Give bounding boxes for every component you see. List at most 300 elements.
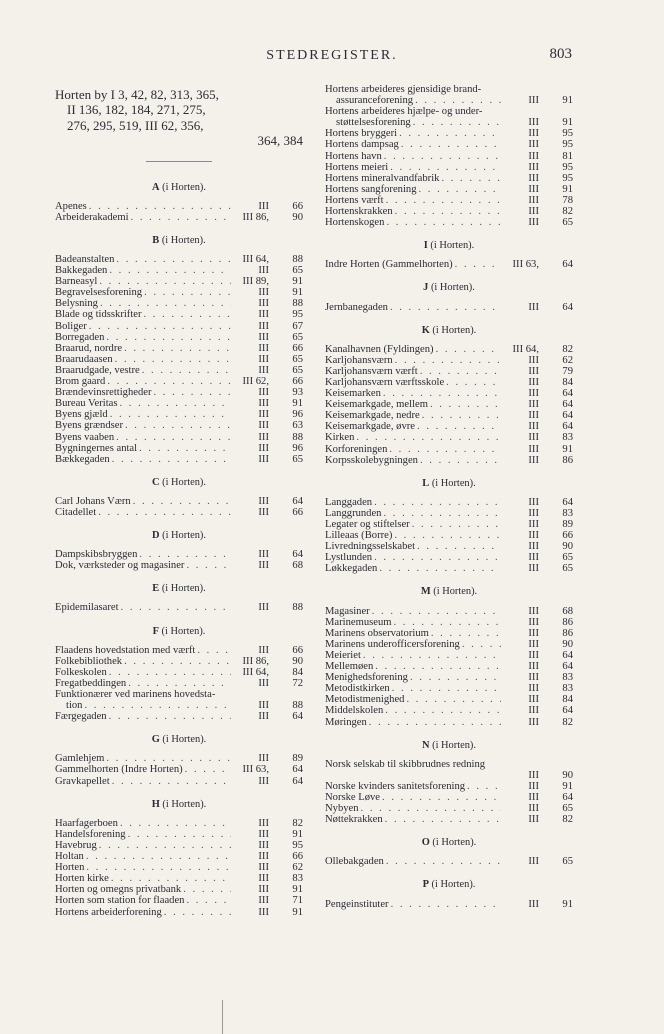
entry-volume: III 89, [242,276,269,288]
entry-name: Hortens bryggeri [325,128,398,140]
dot-leader [455,259,501,270]
dot-leader [382,792,501,803]
entry-page: 82 [562,343,573,355]
dot-leader [395,206,501,217]
section-letter: B [152,234,160,246]
index-entry [55,212,303,223]
entry-volume: III [528,683,539,695]
entry-volume: III [528,552,539,564]
entry-volume: III [528,376,539,388]
dot-leader [374,497,501,508]
entry-name: Begravelsesforening [55,287,143,299]
entry-page: 91 [292,884,303,896]
dot-leader [356,432,501,443]
entry-name: Hortens mineralvandfabrik [325,172,440,184]
entry-volume: III [258,409,269,421]
index-entry [325,541,573,552]
entry-page: 88 [292,431,303,443]
dot-leader [125,420,231,431]
entry-volume: III [528,898,539,910]
entry-page: 84 [562,694,573,706]
entry-volume: III 63, [512,259,539,271]
entry-volume: III [528,563,539,575]
dot-leader [467,781,501,792]
entry-name: Badeanstalten [55,254,115,265]
dot-leader [119,398,231,409]
dot-leader [390,302,501,313]
page-header [0,48,664,72]
dot-leader [394,530,501,541]
index-section [55,530,303,571]
entry-name: Hortens arbeiderforening [55,906,162,918]
entry-name: Keisemarkgade, nedre [325,410,420,422]
index-entry [325,661,573,672]
index-entry [325,184,573,195]
entry-page: 95 [292,839,303,851]
entry-name: Bygningernes antal [55,442,138,454]
dot-leader [128,829,231,840]
dot-leader [417,541,501,552]
dot-leader [431,628,501,639]
entry-name: Metodistmenighed [325,694,405,706]
entry-volume: III [528,117,539,129]
entry-name: Barneasyl [55,276,98,288]
dot-leader [422,410,501,421]
index-section [55,734,303,786]
entry-volume: III [258,420,269,432]
entry-name: Kanalhavnen (Fyldingen) [325,343,434,355]
entry-name: Brændevinsrettigheder [55,387,152,399]
entry-volume: III [258,602,269,614]
entry-volume: III [258,331,269,343]
entry-name: assuranceforening [336,95,414,107]
index-entry [55,343,303,354]
index-entry [55,851,303,862]
section-heading [325,282,573,293]
entry-volume: III [258,549,269,561]
entry-volume: III [528,716,539,728]
entry-name: Braarud, nordre [55,342,123,354]
index-section [325,478,573,575]
index-entry [325,606,573,617]
index-entry [55,549,303,560]
entry-name: Hortens sangforening [325,183,417,195]
index-entry [325,455,573,466]
index-entry [55,309,303,320]
section-letter: N [422,739,430,751]
entry-volume: III 64, [512,343,539,355]
entry-page: 65 [562,803,573,815]
entry-page: 81 [562,150,573,162]
dot-leader [116,254,231,265]
entry-page: 67 [292,320,303,332]
entry-name: Dok, værksteder og magasiner [55,560,185,572]
index-entry [325,617,573,628]
entry-volume: III [258,200,269,212]
entry-volume: III [258,398,269,410]
entry-volume: III 86, [242,211,269,223]
dot-leader [390,162,501,173]
index-entry [55,907,303,918]
index-entry-wrapped: Funktionærer ved marinens hovedsta- [55,689,216,700]
dot-leader [391,899,501,910]
section-suffix: (i Horten). [428,282,475,294]
dot-leader [385,814,501,825]
dot-leader [441,173,501,184]
dot-leader [386,217,501,228]
index-entry [55,496,303,507]
entry-page: 91 [562,117,573,129]
entry-name: Kirken [325,432,355,444]
entry-page: 65 [562,217,573,229]
entry-name: Haarfagerboen [55,817,118,829]
entry-name: Byens gjæld [55,409,108,421]
entry-page: 82 [562,206,573,218]
entry-name: Carl Johans Værn [55,495,131,507]
entry-page: 95 [562,128,573,140]
entry-page: 88 [292,602,303,614]
entry-page: 63 [292,420,303,432]
lead-entry-horten-by [55,87,303,149]
entry-page: 65 [562,856,573,868]
section-suffix: (i Horten). [159,734,207,746]
entry-volume: III [528,194,539,206]
dot-leader [446,377,501,388]
index-entry [325,497,573,508]
dot-leader [183,884,231,895]
entry-page: 64 [292,764,303,776]
entry-volume: III [528,432,539,444]
entry-name: Horten som station for flaaden [55,895,185,907]
entry-page: 88 [292,298,303,310]
section-heading [55,734,303,745]
index-entry [55,376,303,387]
section-suffix: (i Horten). [429,739,476,751]
right-column [325,84,573,922]
dot-leader [406,694,501,705]
section-letter: A [152,181,160,193]
index-entry [55,884,303,895]
entry-page: 82 [562,716,573,728]
index-entry [325,259,573,270]
entry-page: 65 [292,265,303,277]
entry-name: Folkebibliothek [55,655,123,667]
dot-leader [144,287,231,298]
entry-name: Hortens meieri [325,161,389,173]
entry-page: 64 [562,259,573,271]
entry-page: 64 [562,410,573,422]
index-entry [55,409,303,420]
dot-leader [139,443,231,454]
entry-name: Middelskolen [325,705,384,717]
entry-name: Mellemøen [325,661,374,673]
entry-volume: III [528,301,539,313]
section-heading [325,879,573,890]
entry-volume: III [258,453,269,465]
index-entry [55,298,303,309]
entry-volume: III [528,661,539,673]
section-letter: M [420,586,431,598]
entry-volume: III [528,496,539,508]
index-entry [325,856,573,867]
dot-leader [142,365,231,376]
dot-leader [419,184,502,195]
entry-page: 64 [562,388,573,400]
entry-name: tion [66,700,83,712]
entry-name: Dampskibsbryggen [55,549,138,561]
entry-volume: III [528,519,539,530]
entry-page: 65 [292,364,303,376]
entry-name: Belysning [55,298,98,310]
section-heading [55,235,303,246]
index-entry [325,899,573,910]
entry-page: 83 [292,873,303,885]
dot-leader [410,672,501,683]
entry-volume: III [528,649,539,661]
entry-name: Jernbanegaden [325,301,388,313]
index-entry [55,354,303,365]
index-entry [325,530,573,541]
index-entry [55,656,303,667]
section-suffix: (i Horten). [429,837,477,849]
index-entry [55,776,303,787]
entry-page: 66 [292,376,303,388]
entry-page: 64 [562,661,573,673]
entry-volume: III [528,605,539,617]
dot-leader [372,606,501,617]
dot-leader [124,656,231,667]
entry-volume: III [258,495,269,507]
entry-volume: III [528,183,539,195]
index-entry [55,454,303,465]
section-heading [55,626,303,637]
entry-page: 95 [292,309,303,321]
index-entry [325,128,573,139]
lead-line: 276, 295, 519, III 62, 356, [67,117,204,133]
dot-leader [383,508,501,519]
dot-leader [417,421,501,432]
entry-page: 90 [562,541,573,553]
entry-volume: III [258,342,269,354]
entry-page: 71 [292,895,303,907]
entry-page: 66 [292,644,303,656]
dot-leader [186,560,231,571]
index-entry [325,628,573,639]
index-section [325,240,573,270]
entry-page: 64 [292,775,303,787]
section-suffix: (i Horten). [159,234,206,246]
section-letter: J [423,282,429,294]
section-heading [325,325,573,336]
entry-page: 66 [292,200,303,212]
dot-leader [110,409,231,420]
entry-name: Havebrug [55,839,97,851]
index-entry [325,399,573,410]
entry-page: 84 [562,376,573,388]
entry-name: Horten kirke [55,873,109,885]
entry-page: 91 [292,398,303,410]
entry-name: Braarudgade, vestre [55,364,140,376]
entry-name: Brom gaard [55,376,106,388]
index-entry [325,421,573,432]
index-entry [55,398,303,409]
dot-leader [395,355,501,366]
dot-leader [99,840,231,851]
entry-name: Marinens observatorium [325,627,429,639]
entry-volume: III [528,161,539,173]
dot-leader [389,444,501,455]
entry-page: 64 [562,399,573,411]
section-suffix: (i Horten). [158,625,206,637]
section-suffix: (i Horten). [159,476,206,488]
entry-volume: III [528,354,539,366]
entry-name: Hortens værft [325,194,384,206]
entry-page: 91 [562,443,573,455]
entry-volume: III [528,530,539,542]
dot-leader [374,552,501,563]
dot-leader [131,212,231,223]
dot-leader [430,399,501,410]
entry-volume: III [528,150,539,162]
page-number: 803 [549,46,572,62]
dot-leader [107,376,231,387]
section-suffix: (i Horten). [429,477,476,489]
entry-page: 83 [562,507,573,519]
entry-page: 72 [292,677,303,689]
entry-volume: III [528,128,539,140]
entry-name: Livredningsselskabet [325,541,416,553]
entry-page: 64 [562,496,573,508]
dot-leader [436,344,501,355]
index-entry [55,287,303,298]
entry-name: Møringen [325,716,367,728]
index-entry [55,895,303,906]
entry-name: Karljohansværn værftsskole [325,376,445,388]
index-section [55,799,303,918]
entry-name: Braarudaasen [55,353,113,365]
entry-page: 90 [292,655,303,667]
index-section [55,477,303,518]
entry-volume: III [528,410,539,422]
entry-volume: III [258,775,269,787]
entry-name: Lilleaas (Borre) [325,530,393,542]
section-suffix: (i Horten). [159,798,207,810]
entry-name: Karljohansværn [325,354,393,366]
entry-volume: III [258,506,269,518]
entry-volume: III [258,442,269,454]
entry-name: Ollebakgaden [325,856,384,868]
index-section [325,879,573,909]
section-heading [55,583,303,594]
dot-leader [86,862,231,873]
entry-page: 91 [292,828,303,840]
dot-leader [394,617,502,628]
entry-page: 65 [562,563,573,575]
entry-name: Keisemarkgade, mellem [325,399,428,411]
index-entry [325,344,573,355]
index-section [325,325,573,466]
section-suffix: (i Horten). [427,240,475,252]
index-entry [325,117,573,128]
dot-leader [109,667,231,678]
index-entry [55,560,303,571]
entry-volume: III [258,873,269,885]
index-entry [55,711,303,722]
dot-leader [98,507,231,518]
entry-name: Bækkegaden [55,453,110,465]
entry-volume: III 64, [242,666,269,678]
entry-volume: III 86, [242,655,269,667]
section-letter: F [152,625,159,637]
index-section [325,586,573,727]
dot-leader [109,711,231,722]
entry-volume: III [258,560,269,572]
entry-name: Gammelhorten (Indre Horten) [55,764,183,776]
dot-leader [185,764,231,775]
entry-volume: III [528,172,539,184]
entry-page: 65 [292,453,303,465]
index-entry [325,139,573,150]
section-letter: I [423,240,428,252]
dot-leader [384,151,501,162]
lead-line: 364, 384 [257,133,303,149]
entry-name: Holtan [55,851,84,863]
entry-volume: III [258,895,269,907]
lead-line: Horten by I 3, 42, 82, 313, 365, [55,87,219,102]
dot-leader [462,639,501,650]
dot-leader [385,705,501,716]
index-entry [55,432,303,443]
entry-page: 90 [562,769,573,781]
index-entry [55,321,303,332]
dot-leader [121,602,231,613]
section-suffix: (i Horten). [159,530,206,542]
entry-page: 90 [562,638,573,650]
entry-volume: III [258,287,269,299]
dot-leader [86,851,231,862]
entry-name: Hortens dampsag [325,139,399,151]
index-entry [325,410,573,421]
entry-page: 78 [562,194,573,206]
left-index-sections [55,182,303,918]
dot-leader [386,195,501,206]
entry-page: 96 [292,442,303,454]
dot-leader [361,803,501,814]
entry-volume: III [258,364,269,376]
entry-page: 89 [292,753,303,765]
dot-leader [399,128,501,139]
index-entry [325,302,573,313]
index-entry [325,162,573,173]
binding-crease [222,1000,223,1034]
index-entry [325,552,573,563]
entry-volume: III [528,507,539,519]
entry-page: 82 [562,814,573,826]
index-entry [55,700,303,711]
index-entry-wrapped: Hortens arbeideres hjælpe- og under- [325,106,483,118]
section-letter: L [422,477,430,489]
entry-volume: III [258,320,269,332]
entry-page: 66 [562,530,573,542]
left-column [55,84,303,930]
entry-name: Norske kvinders sanitetsforening [325,780,466,792]
entry-name: støttelsesforening [336,117,411,129]
index-entry [325,672,573,683]
section-suffix: (i Horten). [428,879,476,891]
entry-page: 86 [562,616,573,628]
dot-leader [420,455,501,466]
entry-page: 96 [292,409,303,421]
